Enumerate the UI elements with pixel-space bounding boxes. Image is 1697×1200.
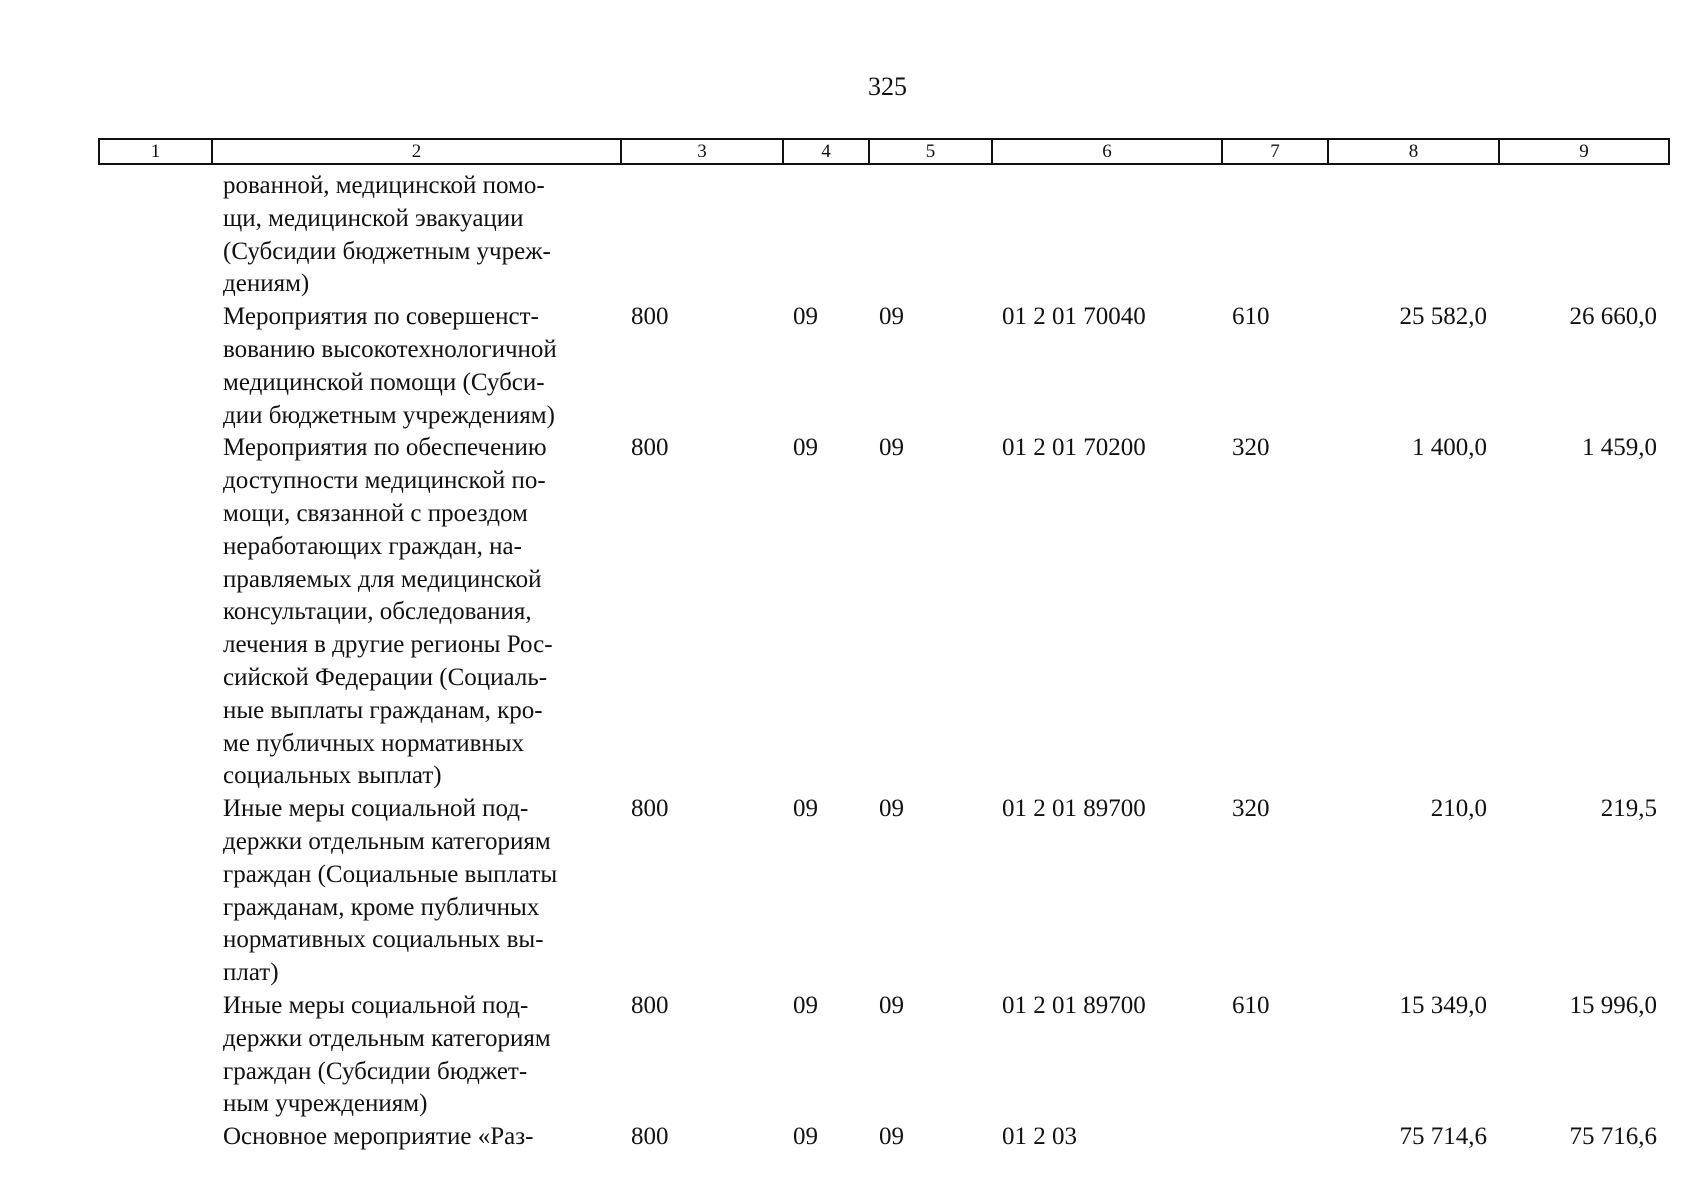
item-name-line: Основное мероприятие «Раз- — [223, 1123, 534, 1151]
item-name-line: Мероприятия по совершенст- — [223, 303, 539, 331]
header-cell-1: 1 — [99, 139, 212, 164]
item-name-line: вованию высокотехнологичной — [223, 335, 557, 363]
item-name-line: держки отдельным категориям — [223, 1024, 551, 1052]
column-number-header — [98, 138, 1670, 165]
target-article-cell: 01 2 01 89700 — [1002, 991, 1146, 1019]
amount-year-2-cell: 1 459,0 — [1582, 434, 1657, 462]
table-row — [98, 1121, 1668, 1154]
item-name-line: держки отдельным категориям — [223, 827, 551, 855]
amount-year-1-cell: 210,0 — [1430, 795, 1487, 823]
header-cell-2: 2 — [212, 139, 621, 164]
table-row — [98, 793, 1668, 990]
item-name-line: ные выплаты гражданам, кро- — [223, 696, 543, 724]
table-row — [98, 301, 1668, 432]
item-name-cell — [211, 432, 620, 793]
header-cell-6: 6 — [992, 139, 1222, 164]
target-article-cell: 01 2 01 89700 — [1002, 795, 1146, 823]
amount-year-2-cell: 15 996,0 — [1569, 991, 1657, 1019]
item-name-line: дениям) — [223, 270, 310, 298]
item-name-line: гражданам, кроме публичных — [223, 893, 540, 921]
item-name-line: нормативных социальных вы- — [223, 926, 544, 954]
ministry-code-cell: 800 — [631, 434, 669, 462]
item-name-line: мощи, связанной с проездом — [223, 499, 528, 527]
subsection-code-cell: 09 — [879, 434, 904, 462]
subsection-code-cell: 09 — [879, 1123, 904, 1151]
item-name-line: правляемых для медицинской — [223, 565, 542, 593]
amount-year-2-cell: 26 660,0 — [1569, 303, 1657, 331]
target-article-cell: 01 2 03 — [1002, 1123, 1077, 1151]
item-name-line: рованной, медицинской помо- — [223, 172, 545, 199]
section-code-cell: 09 — [793, 991, 818, 1019]
item-name-line: медицинской помощи (Субси- — [223, 368, 545, 396]
item-name-cell — [211, 301, 620, 432]
section-code-cell: 09 — [793, 1123, 818, 1151]
item-name-cell — [211, 990, 620, 1121]
item-name-line: социальных выплат) — [223, 762, 442, 790]
item-name-cell — [211, 1121, 620, 1154]
expense-type-cell: 610 — [1232, 991, 1270, 1019]
item-name-line: Мероприятия по обеспечению — [223, 434, 547, 462]
header-cell-9: 9 — [1499, 139, 1669, 164]
section-code-cell: 09 — [793, 795, 818, 823]
item-name-line: плат) — [223, 959, 279, 987]
item-name-line: неработающих граждан, на- — [223, 532, 522, 560]
header-cell-8: 8 — [1328, 139, 1499, 164]
item-name-line: консультации, обследования, — [223, 598, 532, 626]
amount-year-2-cell: 75 716,6 — [1569, 1123, 1657, 1151]
header-cell-4: 4 — [783, 139, 869, 164]
item-name-line: сийской Федерации (Социаль- — [223, 663, 548, 691]
expense-type-cell: 320 — [1232, 434, 1270, 462]
budget-table-body — [98, 170, 1668, 1154]
ministry-code-cell: 800 — [631, 795, 669, 823]
subsection-code-cell: 09 — [879, 303, 904, 331]
section-code-cell: 09 — [793, 434, 818, 462]
header-cell-7: 7 — [1222, 139, 1328, 164]
item-name-cell — [211, 170, 620, 301]
target-article-cell: 01 2 01 70040 — [1002, 303, 1146, 331]
header-cell-3: 3 — [621, 139, 783, 164]
header-cell-5: 5 — [869, 139, 992, 164]
amount-year-1-cell: 25 582,0 — [1399, 303, 1487, 331]
item-name-line: ме публичных нормативных — [223, 729, 525, 757]
item-name-line: Иные меры социальной под- — [223, 795, 529, 823]
item-name-line: Иные меры социальной под- — [223, 991, 529, 1019]
target-article-cell: 01 2 01 70200 — [1002, 434, 1146, 462]
item-name-line: граждан (Социальные выплаты — [223, 860, 558, 888]
expense-type-cell: 610 — [1232, 303, 1270, 331]
amount-year-1-cell: 1 400,0 — [1412, 434, 1487, 462]
item-name-cell — [211, 793, 620, 990]
item-name-line: (Субсидии бюджетным учреж- — [223, 237, 551, 265]
subsection-code-cell: 09 — [879, 795, 904, 823]
table-row — [98, 432, 1668, 793]
table-row — [98, 990, 1668, 1121]
item-name-line: щи, медицинской эвакуации — [223, 204, 524, 232]
section-code-cell: 09 — [793, 303, 818, 331]
amount-year-2-cell: 219,5 — [1600, 795, 1657, 823]
expense-type-cell: 320 — [1232, 795, 1270, 823]
item-name-line: ным учреждениям) — [223, 1090, 428, 1118]
ministry-code-cell: 800 — [631, 1123, 669, 1151]
subsection-code-cell: 09 — [879, 991, 904, 1019]
item-name-line: лечения в другие регионы Рос- — [223, 631, 553, 659]
table-row — [98, 170, 1668, 301]
amount-year-1-cell: 15 349,0 — [1399, 991, 1487, 1019]
page-number: 325 — [868, 72, 907, 101]
ministry-code-cell: 800 — [631, 303, 669, 331]
item-name-line: граждан (Субсидии бюджет- — [223, 1057, 528, 1085]
amount-year-1-cell: 75 714,6 — [1399, 1123, 1487, 1151]
item-name-line: дии бюджетным учреждениям) — [223, 401, 555, 429]
ministry-code-cell: 800 — [631, 991, 669, 1019]
item-name-line: доступности медицинской по- — [223, 467, 546, 495]
